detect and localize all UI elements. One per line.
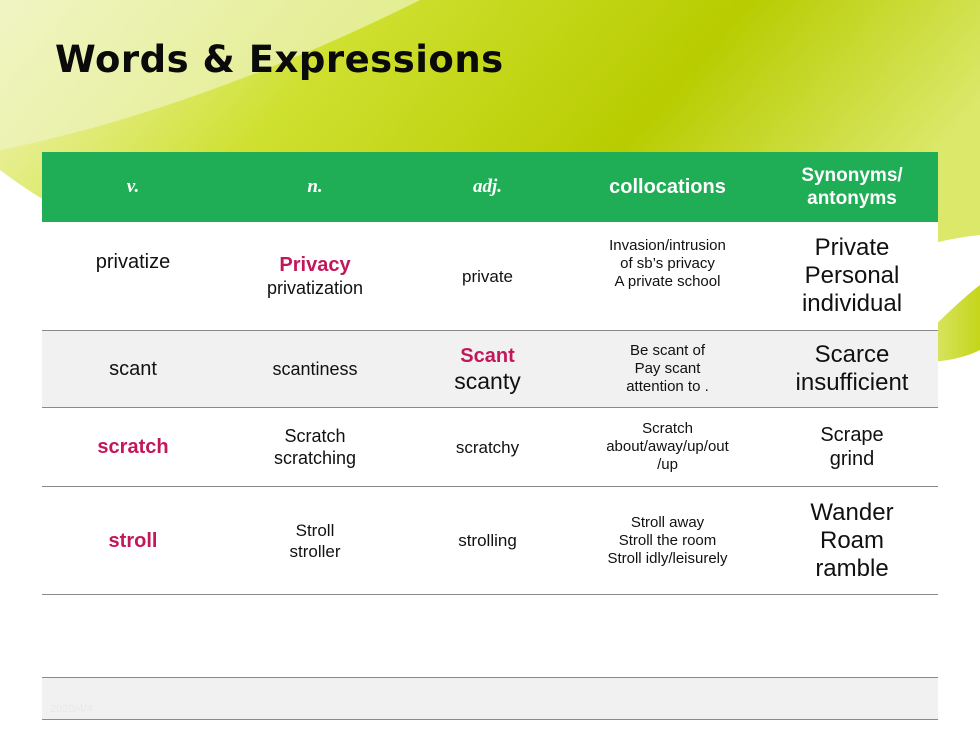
collocation-line: about/away/up/out	[606, 438, 729, 455]
header-adjective: adj.	[406, 152, 569, 222]
cell-synonyms	[766, 408, 938, 487]
cell-adjective	[406, 487, 569, 595]
empty-cell	[406, 595, 569, 678]
cell-collocations	[569, 487, 766, 595]
table-row	[42, 222, 938, 331]
cell-collocations	[569, 331, 766, 408]
adjective-highlight: Scant	[460, 344, 515, 367]
collocation-line: /up	[657, 456, 678, 473]
table-row-empty	[42, 678, 938, 720]
synonym-line: Wander	[810, 498, 894, 526]
table-row	[42, 331, 938, 408]
collocation-line: Pay scant	[634, 360, 701, 377]
collocation-line: attention to .	[626, 378, 709, 395]
header-verb: v.	[42, 152, 224, 222]
collocation-line: Stroll idly/leisurely	[607, 549, 728, 567]
noun-line: stroller	[289, 541, 341, 561]
collocation-line: of sb’s privacy	[620, 255, 715, 272]
empty-cell	[569, 595, 766, 678]
empty-cell	[224, 595, 406, 678]
synonym-line: grind	[829, 448, 875, 470]
verb-text: scant	[109, 358, 157, 380]
collocation-line: Scratch	[642, 420, 693, 437]
cell-adjective	[406, 331, 569, 408]
cell-verb	[42, 408, 224, 487]
empty-cell	[766, 678, 938, 720]
collocation-line: Invasion/intrusion	[609, 237, 726, 254]
cell-verb	[42, 331, 224, 408]
adjective-text: scanty	[454, 367, 521, 394]
collocation-line: Be scant of	[629, 342, 706, 359]
cell-noun	[224, 331, 406, 408]
header-noun: n.	[224, 152, 406, 222]
synonym-line: Roam	[819, 526, 885, 554]
noun-line: Scratch	[284, 426, 346, 446]
empty-cell	[406, 678, 569, 720]
cell-noun	[224, 487, 406, 595]
noun-highlight: Privacy	[279, 254, 351, 276]
header-synonyms-line1: Synonyms/	[801, 165, 903, 186]
cell-noun	[224, 222, 406, 331]
synonym-line: Personal	[804, 262, 900, 289]
verb-text: privatize	[95, 251, 171, 273]
header-synonyms-line2: antonyms	[807, 188, 897, 209]
table-row-empty	[42, 595, 938, 678]
empty-cell	[42, 595, 224, 678]
synonym-line: ramble	[815, 554, 889, 582]
cell-adjective	[406, 222, 569, 331]
cell-verb	[42, 487, 224, 595]
cell-synonyms	[766, 487, 938, 595]
table-row	[42, 408, 938, 487]
cell-synonyms	[766, 331, 938, 408]
header-synonyms	[766, 152, 938, 222]
noun-line: scratching	[273, 448, 357, 468]
verb-highlight: scratch	[97, 436, 169, 458]
noun-text: privatization	[266, 278, 364, 298]
cell-adjective	[406, 408, 569, 487]
table-header-row	[42, 152, 938, 222]
collocation-line: A private school	[614, 273, 721, 290]
empty-cell	[766, 595, 938, 678]
synonym-line: Private	[814, 234, 890, 261]
synonym-line: insufficient	[795, 369, 909, 396]
adjective-text: private	[461, 266, 514, 286]
cell-collocations	[569, 408, 766, 487]
noun-text: scantiness	[272, 359, 358, 379]
cell-noun	[224, 408, 406, 487]
adjective-text: scratchy	[455, 437, 520, 457]
vocabulary-table	[42, 152, 938, 720]
table-row	[42, 487, 938, 595]
slide-title: Words & Expressions	[55, 38, 504, 81]
empty-cell	[569, 678, 766, 720]
collocation-line: Stroll the room	[618, 531, 717, 549]
adjective-text: strolling	[458, 531, 517, 550]
header-collocations: collocations	[569, 152, 766, 222]
cell-synonyms	[766, 222, 938, 331]
synonym-line: Scarce	[814, 341, 890, 368]
collocation-line: Stroll away	[630, 513, 705, 531]
verb-highlight: stroll	[108, 529, 158, 552]
footer-date: 2020/4/4	[50, 703, 93, 715]
synonym-line: Scrape	[820, 424, 884, 446]
cell-collocations	[569, 222, 766, 331]
noun-line: Stroll	[295, 520, 335, 540]
synonym-line: individual	[801, 290, 903, 317]
cell-verb	[42, 222, 224, 331]
empty-cell	[224, 678, 406, 720]
